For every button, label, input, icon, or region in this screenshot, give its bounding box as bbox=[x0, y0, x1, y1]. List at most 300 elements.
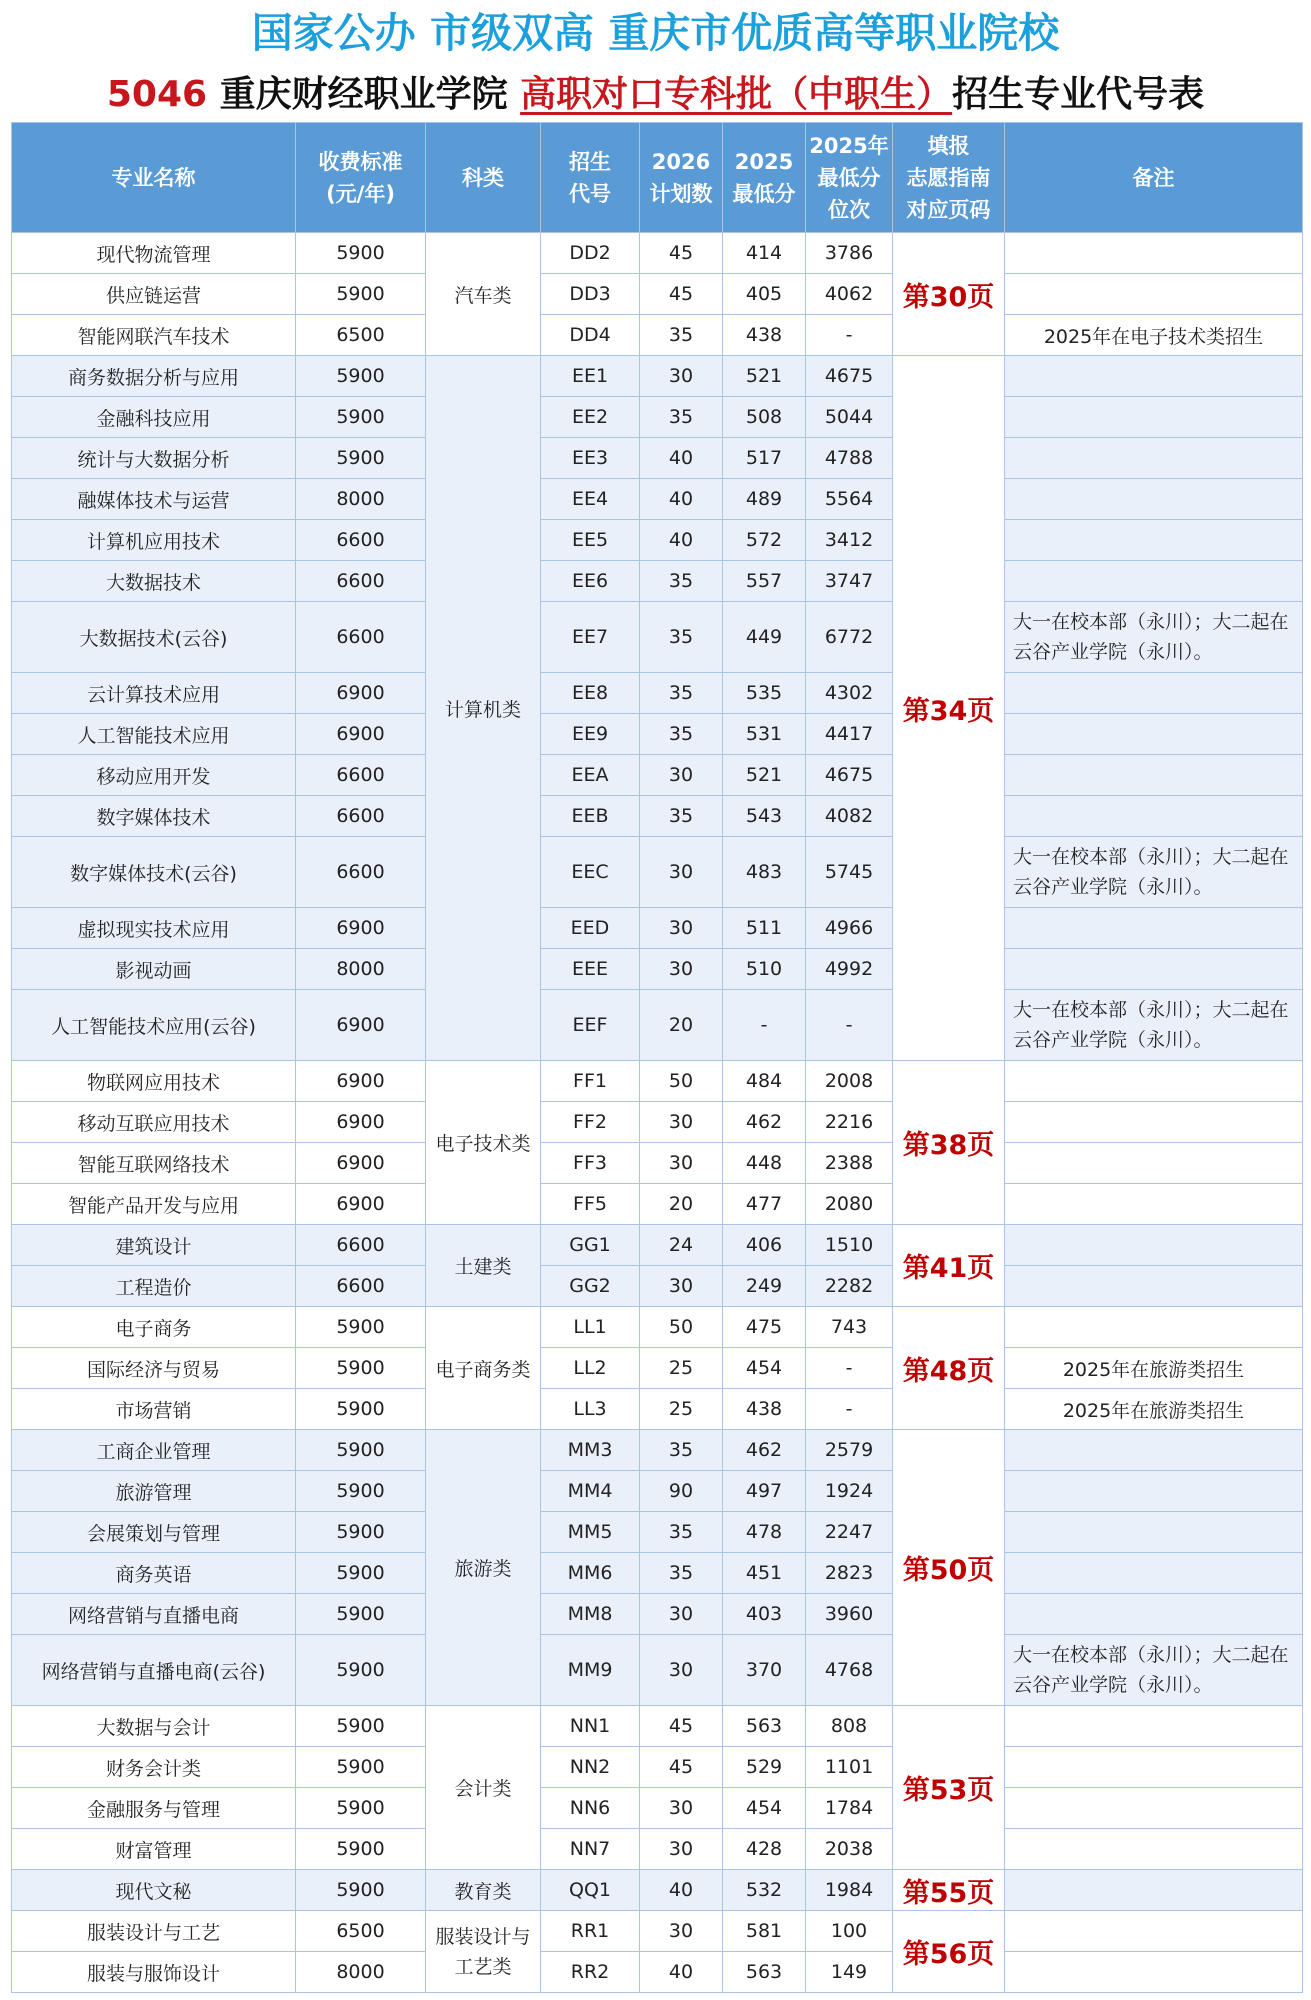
table-row bbox=[12, 755, 1303, 796]
note bbox=[1005, 755, 1303, 796]
plan-2026: 30 bbox=[640, 1143, 723, 1184]
note bbox=[1005, 1870, 1303, 1911]
major-name: 建筑设计 bbox=[12, 1225, 296, 1266]
table-row bbox=[12, 233, 1303, 274]
note bbox=[1005, 233, 1303, 274]
major-name: 商务数据分析与应用 bbox=[12, 356, 296, 397]
fee: 5900 bbox=[296, 438, 426, 479]
fee: 5900 bbox=[296, 1870, 426, 1911]
plan-2026: 30 bbox=[640, 1788, 723, 1829]
plan-2026: 35 bbox=[640, 1553, 723, 1594]
plan-2026: 35 bbox=[640, 673, 723, 714]
fee: 5900 bbox=[296, 1512, 426, 1553]
table-row bbox=[12, 1184, 1303, 1225]
category: 电子商务类 bbox=[426, 1307, 541, 1430]
table-row bbox=[12, 1911, 1303, 1952]
col-category: 科类 bbox=[426, 123, 541, 233]
major-name: 工商企业管理 bbox=[12, 1430, 296, 1471]
min-score-2025: 531 bbox=[723, 714, 806, 755]
major-name: 电子商务 bbox=[12, 1307, 296, 1348]
min-score-2025: 489 bbox=[723, 479, 806, 520]
major-name: 服装与服饰设计 bbox=[12, 1952, 296, 1993]
enroll-code: EE9 bbox=[541, 714, 640, 755]
min-rank-2025: 2038 bbox=[806, 1829, 893, 1870]
plan-2026: 30 bbox=[640, 1102, 723, 1143]
min-score-2025: 370 bbox=[723, 1635, 806, 1706]
enroll-code: EE1 bbox=[541, 356, 640, 397]
plan-2026: 40 bbox=[640, 479, 723, 520]
table-row bbox=[12, 1829, 1303, 1870]
fee: 6900 bbox=[296, 990, 426, 1061]
table-row bbox=[12, 356, 1303, 397]
note bbox=[1005, 1747, 1303, 1788]
min-score-2025: 508 bbox=[723, 397, 806, 438]
major-name: 服装设计与工艺 bbox=[12, 1911, 296, 1952]
fee: 5900 bbox=[296, 1430, 426, 1471]
fee: 6900 bbox=[296, 908, 426, 949]
min-rank-2025: - bbox=[806, 1389, 893, 1430]
note bbox=[1005, 1307, 1303, 1348]
plan-2026: 24 bbox=[640, 1225, 723, 1266]
enroll-code: EE2 bbox=[541, 397, 640, 438]
enroll-code: EE3 bbox=[541, 438, 640, 479]
fee: 6600 bbox=[296, 602, 426, 673]
major-name: 商务英语 bbox=[12, 1553, 296, 1594]
min-score-2025: 563 bbox=[723, 1706, 806, 1747]
enroll-code: QQ1 bbox=[541, 1870, 640, 1911]
category: 服装设计与工艺类 bbox=[426, 1911, 541, 1993]
enroll-code: EEF bbox=[541, 990, 640, 1061]
enroll-code: DD4 bbox=[541, 315, 640, 356]
enroll-code: EE5 bbox=[541, 520, 640, 561]
note bbox=[1005, 1952, 1303, 1993]
min-rank-2025: 6772 bbox=[806, 602, 893, 673]
table-row bbox=[12, 561, 1303, 602]
note bbox=[1005, 714, 1303, 755]
fee: 8000 bbox=[296, 949, 426, 990]
table-row bbox=[12, 949, 1303, 990]
major-name: 人工智能技术应用 bbox=[12, 714, 296, 755]
enroll-code: LL3 bbox=[541, 1389, 640, 1430]
major-name: 影视动画 bbox=[12, 949, 296, 990]
min-score-2025: 521 bbox=[723, 356, 806, 397]
fee: 5900 bbox=[296, 1348, 426, 1389]
min-rank-2025: 5044 bbox=[806, 397, 893, 438]
enroll-code: MM4 bbox=[541, 1471, 640, 1512]
min-score-2025: 517 bbox=[723, 438, 806, 479]
note bbox=[1005, 1430, 1303, 1471]
min-rank-2025: - bbox=[806, 990, 893, 1061]
min-rank-2025: 2823 bbox=[806, 1553, 893, 1594]
table-row bbox=[12, 397, 1303, 438]
table-row bbox=[12, 1061, 1303, 1102]
major-name: 网络营销与直播电商(云谷) bbox=[12, 1635, 296, 1706]
enroll-code: LL1 bbox=[541, 1307, 640, 1348]
fee: 6600 bbox=[296, 755, 426, 796]
note: 2025年在旅游类招生 bbox=[1005, 1348, 1303, 1389]
enroll-code: EEC bbox=[541, 837, 640, 908]
min-rank-2025: 2579 bbox=[806, 1430, 893, 1471]
table-row bbox=[12, 1553, 1303, 1594]
note: 大一在校本部（永川）；大二起在云谷产业学院（永川）。 bbox=[1005, 1635, 1303, 1706]
fee: 6600 bbox=[296, 837, 426, 908]
table-row bbox=[12, 1512, 1303, 1553]
major-name: 国际经济与贸易 bbox=[12, 1348, 296, 1389]
major-name: 智能网联汽车技术 bbox=[12, 315, 296, 356]
major-name: 人工智能技术应用(云谷) bbox=[12, 990, 296, 1061]
table-row bbox=[12, 520, 1303, 561]
min-rank-2025: 4788 bbox=[806, 438, 893, 479]
min-rank-2025: 4675 bbox=[806, 755, 893, 796]
min-score-2025: 438 bbox=[723, 315, 806, 356]
major-name: 融媒体技术与运营 bbox=[12, 479, 296, 520]
min-score-2025: 454 bbox=[723, 1348, 806, 1389]
min-score-2025: 497 bbox=[723, 1471, 806, 1512]
enroll-code: FF5 bbox=[541, 1184, 640, 1225]
note bbox=[1005, 1266, 1303, 1307]
major-name: 智能产品开发与应用 bbox=[12, 1184, 296, 1225]
table-row bbox=[12, 1594, 1303, 1635]
min-score-2025: 405 bbox=[723, 274, 806, 315]
min-rank-2025: 3960 bbox=[806, 1594, 893, 1635]
table-row bbox=[12, 1747, 1303, 1788]
enroll-code: RR2 bbox=[541, 1952, 640, 1993]
fee: 6600 bbox=[296, 1266, 426, 1307]
major-name: 移动应用开发 bbox=[12, 755, 296, 796]
table-row bbox=[12, 1143, 1303, 1184]
plan-2026: 30 bbox=[640, 1911, 723, 1952]
fee: 5900 bbox=[296, 356, 426, 397]
table-header bbox=[12, 123, 1303, 233]
plan-2026: 35 bbox=[640, 714, 723, 755]
enroll-code: NN1 bbox=[541, 1706, 640, 1747]
plan-2026: 45 bbox=[640, 274, 723, 315]
plan-2026: 30 bbox=[640, 908, 723, 949]
major-name: 财富管理 bbox=[12, 1829, 296, 1870]
min-score-2025: 454 bbox=[723, 1788, 806, 1829]
note: 大一在校本部（永川）；大二起在云谷产业学院（永川）。 bbox=[1005, 602, 1303, 673]
plan-2026: 45 bbox=[640, 1706, 723, 1747]
min-rank-2025: 4768 bbox=[806, 1635, 893, 1706]
min-rank-2025: 5564 bbox=[806, 479, 893, 520]
note bbox=[1005, 1594, 1303, 1635]
table-row bbox=[12, 1870, 1303, 1911]
min-score-2025: 414 bbox=[723, 233, 806, 274]
note bbox=[1005, 1911, 1303, 1952]
min-rank-2025: 1984 bbox=[806, 1870, 893, 1911]
major-name: 金融科技应用 bbox=[12, 397, 296, 438]
enroll-code: FF1 bbox=[541, 1061, 640, 1102]
major-name: 统计与大数据分析 bbox=[12, 438, 296, 479]
table-row bbox=[12, 673, 1303, 714]
note bbox=[1005, 561, 1303, 602]
plan-2026: 40 bbox=[640, 438, 723, 479]
note bbox=[1005, 1788, 1303, 1829]
category: 土建类 bbox=[426, 1225, 541, 1307]
table-row bbox=[12, 837, 1303, 908]
note bbox=[1005, 908, 1303, 949]
min-score-2025: 572 bbox=[723, 520, 806, 561]
major-name: 市场营销 bbox=[12, 1389, 296, 1430]
major-name: 工程造价 bbox=[12, 1266, 296, 1307]
min-score-2025: 563 bbox=[723, 1952, 806, 1993]
plan-2026: 35 bbox=[640, 315, 723, 356]
col-plan: 2026 计划数 bbox=[640, 123, 723, 233]
min-rank-2025: 3412 bbox=[806, 520, 893, 561]
guide-page: 第38页 bbox=[893, 1061, 1005, 1225]
min-rank-2025: 4082 bbox=[806, 796, 893, 837]
major-name: 智能互联网络技术 bbox=[12, 1143, 296, 1184]
enroll-code: EEE bbox=[541, 949, 640, 990]
fee: 5900 bbox=[296, 1594, 426, 1635]
major-name: 大数据与会计 bbox=[12, 1706, 296, 1747]
min-rank-2025: 2247 bbox=[806, 1512, 893, 1553]
plan-2026: 40 bbox=[640, 1952, 723, 1993]
fee: 6600 bbox=[296, 561, 426, 602]
note bbox=[1005, 274, 1303, 315]
note bbox=[1005, 397, 1303, 438]
min-score-2025: 475 bbox=[723, 1307, 806, 1348]
note bbox=[1005, 1143, 1303, 1184]
plan-2026: 30 bbox=[640, 1829, 723, 1870]
enroll-code: NN7 bbox=[541, 1829, 640, 1870]
min-score-2025: 543 bbox=[723, 796, 806, 837]
note: 2025年在电子技术类招生 bbox=[1005, 315, 1303, 356]
table-row bbox=[12, 479, 1303, 520]
min-score-2025: 532 bbox=[723, 1870, 806, 1911]
plan-2026: 30 bbox=[640, 837, 723, 908]
guide-page: 第30页 bbox=[893, 233, 1005, 356]
fee: 5900 bbox=[296, 1307, 426, 1348]
table-row bbox=[12, 1389, 1303, 1430]
min-rank-2025: 4992 bbox=[806, 949, 893, 990]
min-rank-2025: 808 bbox=[806, 1706, 893, 1747]
col-fee: 收费标准 (元/年) bbox=[296, 123, 426, 233]
plan-2026: 90 bbox=[640, 1471, 723, 1512]
min-rank-2025: 4302 bbox=[806, 673, 893, 714]
major-name: 数字媒体技术(云谷) bbox=[12, 837, 296, 908]
fee: 8000 bbox=[296, 479, 426, 520]
major-name: 旅游管理 bbox=[12, 1471, 296, 1512]
table-row bbox=[12, 1430, 1303, 1471]
batch-name: 高职对口专科批（中职生） bbox=[520, 74, 953, 115]
plan-2026: 40 bbox=[640, 1870, 723, 1911]
enroll-code: EED bbox=[541, 908, 640, 949]
min-score-2025: 483 bbox=[723, 837, 806, 908]
major-name: 现代文秘 bbox=[12, 1870, 296, 1911]
min-score-2025: 406 bbox=[723, 1225, 806, 1266]
min-score-2025: 581 bbox=[723, 1911, 806, 1952]
major-name: 大数据技术 bbox=[12, 561, 296, 602]
min-score-2025: 462 bbox=[723, 1102, 806, 1143]
major-name: 会展策划与管理 bbox=[12, 1512, 296, 1553]
table-row bbox=[12, 1635, 1303, 1706]
enroll-code: EEB bbox=[541, 796, 640, 837]
note bbox=[1005, 1102, 1303, 1143]
note bbox=[1005, 1184, 1303, 1225]
page-title bbox=[0, 66, 1311, 124]
major-name: 虚拟现实技术应用 bbox=[12, 908, 296, 949]
fee: 6900 bbox=[296, 1102, 426, 1143]
fee: 5900 bbox=[296, 1389, 426, 1430]
min-score-2025: 451 bbox=[723, 1553, 806, 1594]
table-row bbox=[12, 274, 1303, 315]
min-rank-2025: 4966 bbox=[806, 908, 893, 949]
note bbox=[1005, 356, 1303, 397]
table-row bbox=[12, 990, 1303, 1061]
min-score-2025: 403 bbox=[723, 1594, 806, 1635]
fee: 6500 bbox=[296, 315, 426, 356]
col-major: 专业名称 bbox=[12, 123, 296, 233]
table-row bbox=[12, 315, 1303, 356]
min-rank-2025: 2216 bbox=[806, 1102, 893, 1143]
category: 电子技术类 bbox=[426, 1061, 541, 1225]
plan-2026: 25 bbox=[640, 1389, 723, 1430]
min-rank-2025: 149 bbox=[806, 1952, 893, 1993]
table-row bbox=[12, 908, 1303, 949]
plan-2026: 35 bbox=[640, 1430, 723, 1471]
plan-2026: 20 bbox=[640, 1184, 723, 1225]
admission-table bbox=[11, 122, 1303, 1993]
table-row bbox=[12, 1952, 1303, 1993]
min-rank-2025: 743 bbox=[806, 1307, 893, 1348]
min-score-2025: 448 bbox=[723, 1143, 806, 1184]
enroll-code: DD3 bbox=[541, 274, 640, 315]
min-score-2025: 477 bbox=[723, 1184, 806, 1225]
plan-2026: 30 bbox=[640, 1266, 723, 1307]
plan-2026: 25 bbox=[640, 1348, 723, 1389]
fee: 6600 bbox=[296, 796, 426, 837]
enroll-code: EE7 bbox=[541, 602, 640, 673]
plan-2026: 30 bbox=[640, 755, 723, 796]
category: 汽车类 bbox=[426, 233, 541, 356]
table-row bbox=[12, 796, 1303, 837]
table-row bbox=[12, 602, 1303, 673]
note bbox=[1005, 1512, 1303, 1553]
min-rank-2025: 2080 bbox=[806, 1184, 893, 1225]
min-rank-2025: - bbox=[806, 315, 893, 356]
guide-page: 第56页 bbox=[893, 1911, 1005, 1993]
min-score-2025: 462 bbox=[723, 1430, 806, 1471]
fee: 5900 bbox=[296, 1747, 426, 1788]
plan-2026: 35 bbox=[640, 1512, 723, 1553]
table-row bbox=[12, 1266, 1303, 1307]
min-score-2025: 449 bbox=[723, 602, 806, 673]
enroll-code: GG2 bbox=[541, 1266, 640, 1307]
col-note: 备注 bbox=[1005, 123, 1303, 233]
guide-page: 第53页 bbox=[893, 1706, 1005, 1870]
plan-2026: 30 bbox=[640, 949, 723, 990]
note bbox=[1005, 1829, 1303, 1870]
plan-2026: 30 bbox=[640, 1635, 723, 1706]
table-row bbox=[12, 1307, 1303, 1348]
major-name: 云计算技术应用 bbox=[12, 673, 296, 714]
enroll-code: MM9 bbox=[541, 1635, 640, 1706]
note bbox=[1005, 673, 1303, 714]
fee: 6900 bbox=[296, 1143, 426, 1184]
note bbox=[1005, 796, 1303, 837]
major-name: 数字媒体技术 bbox=[12, 796, 296, 837]
table-row bbox=[12, 1348, 1303, 1389]
col-guide-page: 填报 志愿指南 对应页码 bbox=[893, 123, 1005, 233]
table-row bbox=[12, 1471, 1303, 1512]
fee: 6900 bbox=[296, 673, 426, 714]
enroll-code: GG1 bbox=[541, 1225, 640, 1266]
min-rank-2025: 2282 bbox=[806, 1266, 893, 1307]
plan-2026: 30 bbox=[640, 356, 723, 397]
table-row bbox=[12, 1225, 1303, 1266]
note: 大一在校本部（永川）；大二起在云谷产业学院（永川）。 bbox=[1005, 990, 1303, 1061]
table-row bbox=[12, 1788, 1303, 1829]
plan-2026: 35 bbox=[640, 561, 723, 602]
fee: 6600 bbox=[296, 520, 426, 561]
min-rank-2025: 2388 bbox=[806, 1143, 893, 1184]
min-rank-2025: 100 bbox=[806, 1911, 893, 1952]
plan-2026: 35 bbox=[640, 397, 723, 438]
min-score-2025: 510 bbox=[723, 949, 806, 990]
note bbox=[1005, 1471, 1303, 1512]
school-name: 重庆财经职业学院 bbox=[207, 74, 521, 115]
fee: 6600 bbox=[296, 1225, 426, 1266]
col-min-score: 2025 最低分 bbox=[723, 123, 806, 233]
title-suffix: 招生专业代号表 bbox=[952, 74, 1205, 115]
min-rank-2025: 1510 bbox=[806, 1225, 893, 1266]
min-rank-2025: 5745 bbox=[806, 837, 893, 908]
min-rank-2025: 1101 bbox=[806, 1747, 893, 1788]
major-name: 供应链运营 bbox=[12, 274, 296, 315]
min-score-2025: 511 bbox=[723, 908, 806, 949]
min-rank-2025: 4062 bbox=[806, 274, 893, 315]
enroll-code: EE6 bbox=[541, 561, 640, 602]
note bbox=[1005, 1706, 1303, 1747]
min-rank-2025: 3747 bbox=[806, 561, 893, 602]
plan-2026: 40 bbox=[640, 520, 723, 561]
note bbox=[1005, 1225, 1303, 1266]
table-row bbox=[12, 1706, 1303, 1747]
min-score-2025: 535 bbox=[723, 673, 806, 714]
guide-page: 第50页 bbox=[893, 1430, 1005, 1706]
fee: 5900 bbox=[296, 397, 426, 438]
fee: 5900 bbox=[296, 1553, 426, 1594]
note bbox=[1005, 438, 1303, 479]
plan-2026: 50 bbox=[640, 1061, 723, 1102]
min-score-2025: 249 bbox=[723, 1266, 806, 1307]
min-rank-2025: - bbox=[806, 1348, 893, 1389]
fee: 5900 bbox=[296, 1635, 426, 1706]
min-rank-2025: 4675 bbox=[806, 356, 893, 397]
plan-2026: 35 bbox=[640, 796, 723, 837]
enroll-code: RR1 bbox=[541, 1911, 640, 1952]
guide-page: 第48页 bbox=[893, 1307, 1005, 1430]
major-name: 物联网应用技术 bbox=[12, 1061, 296, 1102]
category: 旅游类 bbox=[426, 1430, 541, 1706]
plan-2026: 35 bbox=[640, 602, 723, 673]
major-name: 财务会计类 bbox=[12, 1747, 296, 1788]
category: 计算机类 bbox=[426, 356, 541, 1061]
min-score-2025: 428 bbox=[723, 1829, 806, 1870]
category: 教育类 bbox=[426, 1870, 541, 1911]
min-score-2025: 484 bbox=[723, 1061, 806, 1102]
min-rank-2025: 1924 bbox=[806, 1471, 893, 1512]
note bbox=[1005, 1553, 1303, 1594]
table-row bbox=[12, 1102, 1303, 1143]
note: 大一在校本部（永川）；大二起在云谷产业学院（永川）。 bbox=[1005, 837, 1303, 908]
header-slogan: 国家公办 市级双高 重庆市优质高等职业院校 bbox=[251, 9, 1060, 57]
category: 会计类 bbox=[426, 1706, 541, 1870]
min-score-2025: 529 bbox=[723, 1747, 806, 1788]
fee: 5900 bbox=[296, 1788, 426, 1829]
note bbox=[1005, 520, 1303, 561]
